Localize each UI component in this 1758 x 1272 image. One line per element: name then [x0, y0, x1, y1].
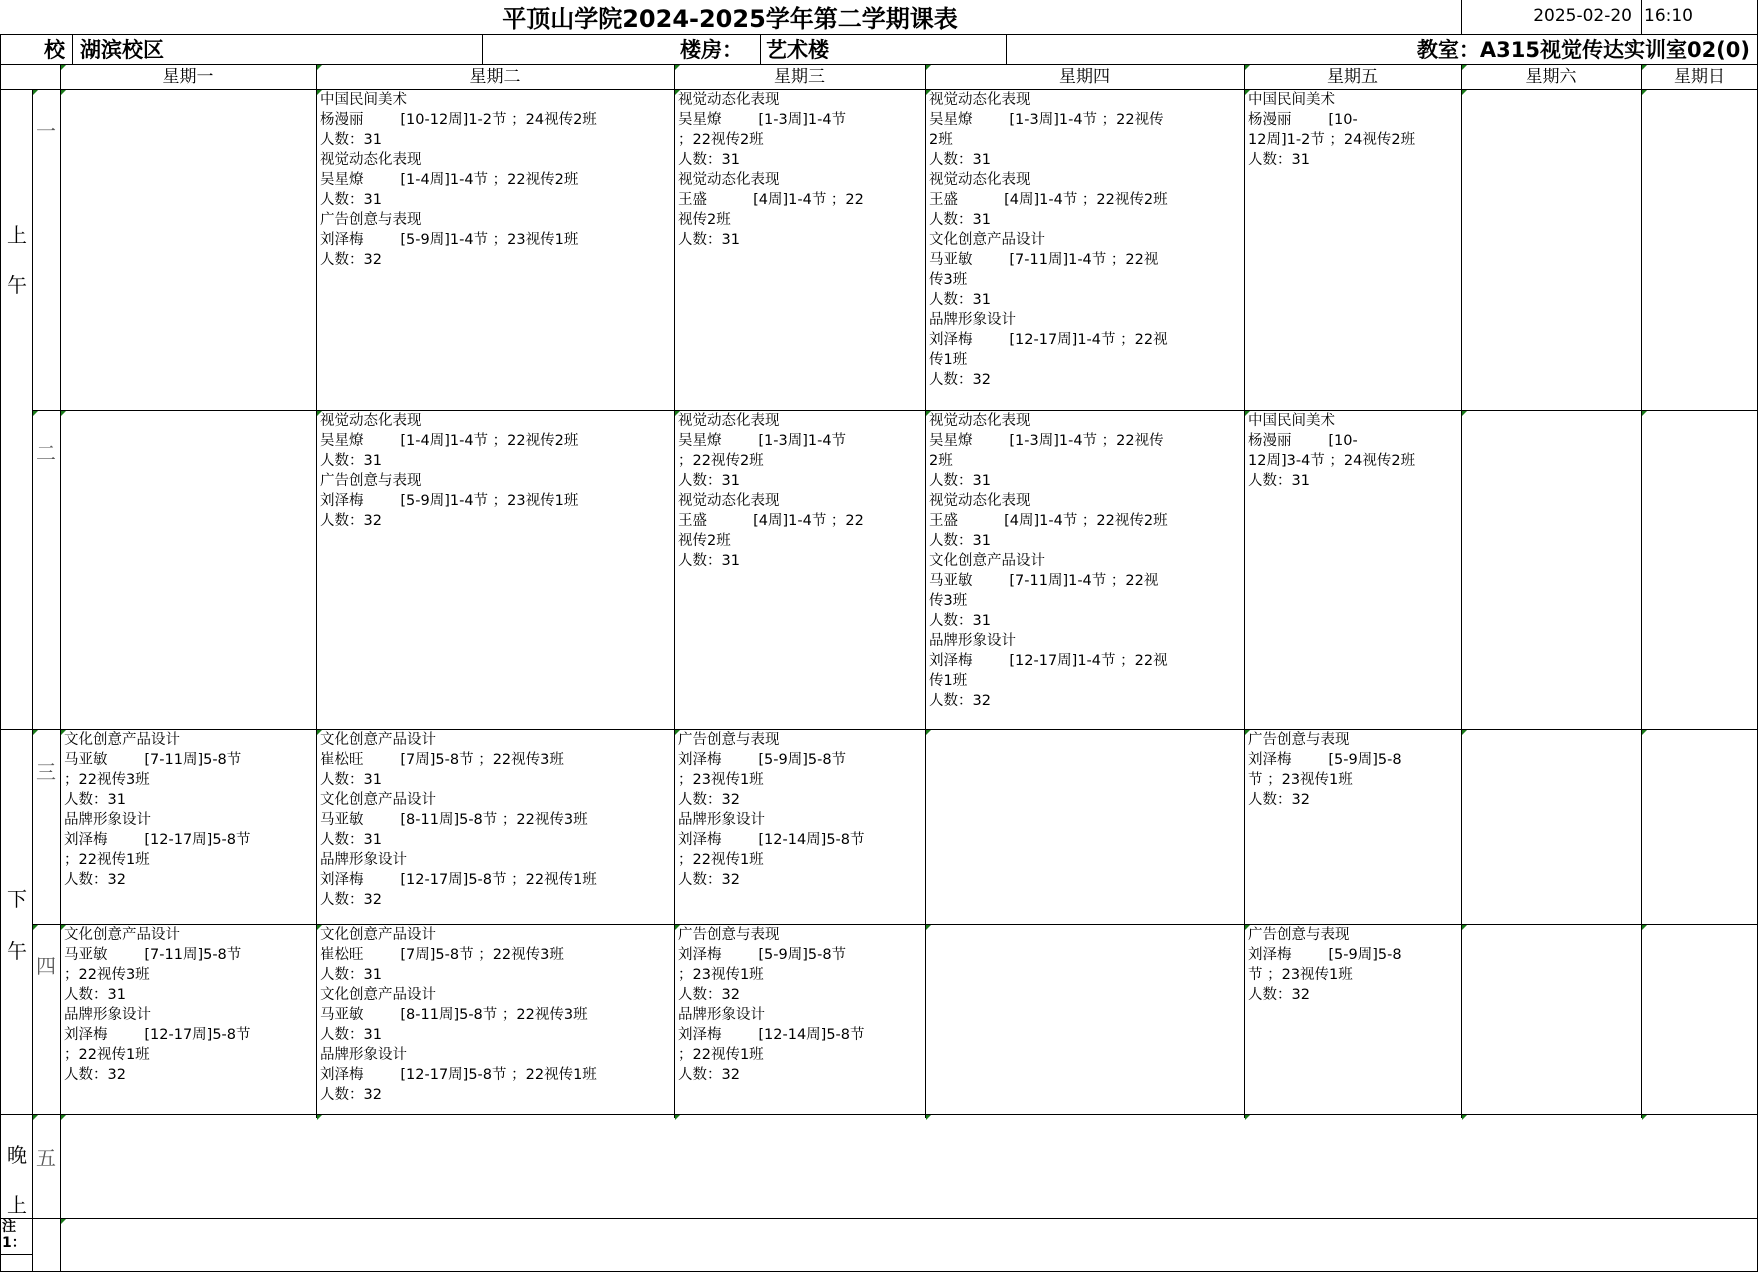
course-line: 中国民间美术 — [1248, 413, 1335, 429]
cell-corner-tick — [1245, 925, 1250, 930]
day-header-sat: 星期六 — [1525, 67, 1577, 87]
course-line: 人数：31 — [320, 453, 382, 469]
cell-corner-tick — [1462, 730, 1467, 735]
course-line: ；23视传1班 — [678, 772, 764, 788]
cell-corner-tick — [675, 925, 680, 930]
course-line: 人数：32 — [678, 792, 740, 808]
grid-vline — [60, 64, 61, 1272]
course-line: 人数：32 — [320, 1087, 382, 1103]
course-cell-slot3-wed — [674, 730, 925, 924]
course-cell-slot4-mon — [60, 925, 316, 1113]
campus-label: 校 — [44, 38, 65, 62]
cell-corner-tick — [1642, 730, 1647, 735]
course-cell-slot2-wed — [674, 411, 925, 729]
course-line: 品牌形象设计 — [678, 1007, 765, 1023]
course-line: 人数：32 — [678, 1067, 740, 1083]
cell-corner-tick — [926, 1115, 931, 1120]
course-line: 视传2班 — [678, 533, 731, 549]
cell-corner-tick — [926, 411, 931, 416]
course-line: 文化创意产品设计 — [929, 553, 1045, 569]
campus-value: 湖滨校区 — [80, 38, 164, 62]
cell-corner-tick — [33, 925, 38, 930]
course-line: 文化创意产品设计 — [929, 232, 1045, 248]
course-line: 刘泽梅 [5-9周]1-4节 ；23视传1班 — [320, 493, 579, 509]
period-label-afternoon-1: 下 — [7, 887, 27, 911]
cell-corner-tick — [61, 925, 66, 930]
cell-corner-tick — [1642, 925, 1647, 930]
course-line: ；22视传1班 — [64, 1047, 150, 1063]
course-cell-slot1-tue — [316, 90, 674, 410]
cell-corner-tick — [1462, 411, 1467, 416]
course-line: 人数：31 — [929, 533, 991, 549]
slot-number-5: 五 — [36, 1146, 56, 1170]
course-line: 人数：31 — [1248, 152, 1310, 168]
course-line: 吴星燎 [1-3周]1-4节 — [678, 112, 847, 128]
course-line: 人数：31 — [929, 473, 991, 489]
course-line: 品牌形象设计 — [929, 633, 1016, 649]
course-line: ；22视传1班 — [678, 852, 764, 868]
course-line: 广告创意与表现 — [1248, 732, 1350, 748]
cell-corner-tick — [61, 730, 66, 735]
course-line: 人数：32 — [320, 513, 382, 529]
day-header-wed: 星期三 — [774, 67, 825, 87]
cell-corner-tick — [1245, 65, 1250, 70]
note-label — [2, 1219, 30, 1251]
course-line: 人数：31 — [929, 613, 991, 629]
course-line: 传3班 — [929, 593, 968, 609]
cell-corner-tick — [1642, 65, 1647, 70]
course-line: 12周]1-2节 ；24视传2班 — [1248, 132, 1416, 148]
grid-hline — [0, 64, 1758, 65]
course-line: ；22视传1班 — [64, 852, 150, 868]
cell-corner-tick — [1245, 1115, 1250, 1120]
course-line: 杨漫丽 [10- — [1248, 112, 1358, 128]
cell-corner-tick — [317, 411, 322, 416]
cell-corner-tick — [1642, 1115, 1647, 1120]
grid-hline — [0, 1218, 1758, 1219]
course-line: 节 ；23视传1班 — [1248, 772, 1353, 788]
course-line: 广告创意与表现 — [678, 927, 780, 943]
course-line: 刘泽梅 [12-14周]5-8节 — [678, 1027, 865, 1043]
course-line: 吴星燎 [1-3周]1-4节 — [678, 433, 847, 449]
day-header-fri: 星期五 — [1327, 67, 1378, 87]
course-line: 马亚敏 [7-11周]5-8节 — [64, 947, 242, 963]
cell-corner-tick — [675, 730, 680, 735]
course-line: 吴星燎 [1-4周]1-4节 ；22视传2班 — [320, 433, 579, 449]
course-line: 王盛 [4周]1-4节 ；22 — [678, 513, 864, 529]
course-line: 视觉动态化表现 — [929, 493, 1031, 509]
course-line: 文化创意产品设计 — [320, 987, 436, 1003]
course-line: 人数：31 — [320, 1027, 382, 1043]
grid-vline — [1461, 64, 1462, 1118]
course-line: ；22视传2班 — [678, 132, 764, 148]
course-line: 王盛 [4周]1-4节 ；22视传2班 — [929, 513, 1168, 529]
course-line: 传1班 — [929, 352, 968, 368]
print-date: 2025-02-20 — [1533, 6, 1632, 26]
course-line: 品牌形象设计 — [64, 1007, 151, 1023]
period-label-morning-2: 午 — [7, 273, 27, 297]
course-line: 人数：32 — [929, 372, 991, 388]
course-line: 杨漫丽 [10- — [1248, 433, 1358, 449]
course-line: ；22视传3班 — [64, 772, 150, 788]
grid-vline — [1461, 0, 1462, 34]
course-line: 崔松旺 [7周]5-8节 ；22视传3班 — [320, 947, 564, 963]
course-line: 人数：32 — [320, 252, 382, 268]
course-line: 文化创意产品设计 — [320, 792, 436, 808]
slot-number-1: 一 — [36, 119, 56, 143]
day-header-sun: 星期日 — [1674, 67, 1725, 87]
course-line: 传3班 — [929, 272, 968, 288]
course-line: 人数：32 — [1248, 987, 1310, 1003]
course-line: 人数：32 — [678, 987, 740, 1003]
course-line: 王盛 [4周]1-4节 ；22 — [678, 192, 864, 208]
course-cell-slot1-wed — [674, 90, 925, 410]
course-line: 广告创意与表现 — [678, 732, 780, 748]
cell-corner-tick — [1462, 925, 1467, 930]
grid-hline — [0, 34, 1758, 35]
cell-corner-tick — [926, 730, 931, 735]
course-line: 刘泽梅 [12-17周]5-8节 — [64, 832, 251, 848]
course-line: 文化创意产品设计 — [320, 732, 436, 748]
course-line: 人数：31 — [929, 152, 991, 168]
course-line: 视觉动态化表现 — [320, 413, 422, 429]
cell-corner-tick — [1462, 1115, 1467, 1120]
grid-hline — [32, 410, 1758, 411]
grid-vline — [674, 64, 675, 1118]
grid-hline — [0, 89, 1758, 90]
cell-corner-tick — [675, 65, 680, 70]
course-line: 刘泽梅 [12-14周]5-8节 — [678, 832, 865, 848]
grid-vline — [482, 34, 483, 64]
cell-corner-tick — [33, 730, 38, 735]
course-cell-slot2-fri — [1244, 411, 1461, 729]
course-line: 视觉动态化表现 — [320, 152, 422, 168]
grid-vline — [0, 34, 1, 1272]
grid-vline — [1641, 64, 1642, 1118]
course-line: 人数：32 — [929, 693, 991, 709]
cell-corner-tick — [675, 1115, 680, 1120]
course-line: 马亚敏 [7-11周]5-8节 — [64, 752, 242, 768]
grid-hline — [0, 729, 1758, 730]
course-line: 人数：31 — [320, 772, 382, 788]
cell-corner-tick — [61, 90, 66, 95]
grid-vline — [316, 64, 317, 1118]
period-label-evening-1: 晚 — [7, 1143, 27, 1167]
course-line: 人数：32 — [678, 872, 740, 888]
course-line: 视觉动态化表现 — [929, 92, 1031, 108]
print-time: 16:10 — [1644, 6, 1693, 26]
course-line: 品牌形象设计 — [64, 812, 151, 828]
course-line: 马亚敏 [7-11周]1-4节 ；22视 — [929, 573, 1159, 589]
course-line: 王盛 [4周]1-4节 ；22视传2班 — [929, 192, 1168, 208]
course-line: 吴星燎 [1-4周]1-4节 ；22视传2班 — [320, 172, 579, 188]
course-line: 人数：31 — [64, 792, 126, 808]
course-line: 2班 — [929, 453, 953, 469]
classroom-value: 教室：A315视觉传达实训室02(0) — [1416, 38, 1750, 62]
grid-vline — [925, 64, 926, 1118]
course-line: 马亚敏 [8-11周]5-8节 ；22视传3班 — [320, 812, 588, 828]
course-line: 人数：31 — [1248, 473, 1310, 489]
cell-corner-tick — [33, 411, 38, 416]
course-line: 吴星燎 [1-3周]1-4节 ；22视传 — [929, 433, 1164, 449]
grid-hline — [0, 1114, 1758, 1115]
course-line: 崔松旺 [7周]5-8节 ；22视传3班 — [320, 752, 564, 768]
course-line: 人数：31 — [929, 212, 991, 228]
course-line: 品牌形象设计 — [320, 852, 407, 868]
day-header-mon: 星期一 — [162, 67, 214, 87]
course-line: 吴星燎 [1-3周]1-4节 ；22视传 — [929, 112, 1164, 128]
course-cell-slot3-tue — [316, 730, 674, 924]
course-line: 刘泽梅 [12-17周]5-8节 — [64, 1027, 251, 1043]
course-cell-slot3-fri — [1244, 730, 1461, 924]
course-line: ；22视传3班 — [64, 967, 150, 983]
course-line: 12周]3-4节 ；24视传2班 — [1248, 453, 1416, 469]
cell-corner-tick — [61, 411, 66, 416]
period-label-afternoon-2: 午 — [7, 939, 27, 963]
course-line: 人数：32 — [64, 872, 126, 888]
day-header-thu: 星期四 — [1059, 67, 1110, 87]
course-line: 文化创意产品设计 — [64, 732, 180, 748]
course-line: 人数：31 — [320, 967, 382, 983]
cell-corner-tick — [675, 411, 680, 416]
course-line: 视觉动态化表现 — [678, 413, 780, 429]
slot-number-2: 二 — [36, 441, 56, 465]
course-line: 人数：31 — [678, 152, 740, 168]
cell-corner-tick — [317, 925, 322, 930]
cell-corner-tick — [61, 1219, 66, 1224]
slot-number-4: 四 — [36, 954, 56, 978]
course-cell-slot3-mon — [60, 730, 316, 924]
course-line: 文化创意产品设计 — [64, 927, 180, 943]
course-line: 刘泽梅 [5-9周]5-8 — [1248, 752, 1402, 768]
slot-number-3: 三 — [36, 760, 56, 784]
building-label: 楼房： — [680, 38, 743, 62]
course-line: 马亚敏 [8-11周]5-8节 ；22视传3班 — [320, 1007, 588, 1023]
course-line: 人数：31 — [678, 232, 740, 248]
course-line: 杨漫丽 [10-12周]1-2节 ；24视传2班 — [320, 112, 597, 128]
cell-corner-tick — [61, 65, 66, 70]
course-line: ；22视传2班 — [678, 453, 764, 469]
grid-hline — [0, 1254, 32, 1255]
grid-vline — [72, 34, 73, 64]
course-line: 广告创意与表现 — [1248, 927, 1350, 943]
course-line: 马亚敏 [7-11周]1-4节 ；22视 — [929, 252, 1159, 268]
grid-vline — [1244, 64, 1245, 1118]
cell-corner-tick — [926, 925, 931, 930]
course-line: 刘泽梅 [5-9周]5-8节 — [678, 947, 847, 963]
course-cell-slot2-tue — [316, 411, 674, 729]
cell-corner-tick — [675, 90, 680, 95]
cell-corner-tick — [926, 90, 931, 95]
course-line: ；23视传1班 — [678, 967, 764, 983]
course-line: 人数：31 — [320, 132, 382, 148]
cell-corner-tick — [61, 1115, 66, 1120]
course-line: ；22视传1班 — [678, 1047, 764, 1063]
cell-corner-tick — [926, 65, 931, 70]
course-cell-slot2-thu — [925, 411, 1244, 729]
cell-corner-tick — [317, 1115, 322, 1120]
grid-hline — [32, 924, 1758, 925]
course-line: 刘泽梅 [12-17周]1-4节 ；22视 — [929, 653, 1168, 669]
course-line: 人数：32 — [64, 1067, 126, 1083]
grid-vline — [760, 34, 761, 64]
period-label-evening-2: 上 — [7, 1193, 27, 1217]
grid-vline — [32, 89, 33, 1272]
cell-corner-tick — [33, 90, 38, 95]
cell-corner-tick — [1462, 90, 1467, 95]
cell-corner-tick — [33, 1115, 38, 1120]
course-line: 广告创意与表现 — [320, 212, 422, 228]
day-header-tue: 星期二 — [469, 67, 521, 87]
grid-vline — [1641, 0, 1642, 34]
cell-corner-tick — [1245, 411, 1250, 416]
course-line: 刘泽梅 [5-9周]1-4节 ；23视传1班 — [320, 232, 579, 248]
cell-corner-tick — [1462, 65, 1467, 70]
course-line: 节 ；23视传1班 — [1248, 967, 1353, 983]
cell-corner-tick — [1245, 730, 1250, 735]
course-line: 视传2班 — [678, 212, 731, 228]
course-line: 刘泽梅 [5-9周]5-8节 — [678, 752, 847, 768]
course-line: 刘泽梅 [12-17周]5-8节 ；22视传1班 — [320, 872, 597, 888]
cell-corner-tick — [1642, 90, 1647, 95]
note-label-line-1: 注 — [2, 1219, 16, 1235]
course-line: 人数：31 — [64, 987, 126, 1003]
course-line: 广告创意与表现 — [320, 473, 422, 489]
period-label-morning-1: 上 — [7, 223, 27, 247]
grid-vline — [1006, 34, 1007, 64]
cell-corner-tick — [317, 730, 322, 735]
course-line: 2班 — [929, 132, 953, 148]
course-line: 品牌形象设计 — [320, 1047, 407, 1063]
course-line: 刘泽梅 [5-9周]5-8 — [1248, 947, 1402, 963]
course-line: 视觉动态化表现 — [678, 172, 780, 188]
course-cell-slot4-wed — [674, 925, 925, 1113]
course-line: 中国民间美术 — [320, 92, 407, 108]
course-line: 人数：31 — [678, 553, 740, 569]
course-line: 视觉动态化表现 — [929, 413, 1031, 429]
course-cell-slot4-fri — [1244, 925, 1461, 1113]
page-title: 平顶山学院2024-2025学年第二学期课表 — [502, 5, 958, 33]
course-line: 人数：32 — [320, 892, 382, 908]
course-line: 人数：32 — [1248, 792, 1310, 808]
course-line: 传1班 — [929, 673, 968, 689]
course-line: 刘泽梅 [12-17周]1-4节 ；22视 — [929, 332, 1168, 348]
course-line: 文化创意产品设计 — [320, 927, 436, 943]
building-value: 艺术楼 — [766, 38, 829, 62]
cell-corner-tick — [1245, 90, 1250, 95]
course-line: 刘泽梅 [12-17周]5-8节 ；22视传1班 — [320, 1067, 597, 1083]
course-cell-slot1-fri — [1244, 90, 1461, 410]
cell-corner-tick — [1642, 411, 1647, 416]
course-line: 视觉动态化表现 — [929, 172, 1031, 188]
cell-corner-tick — [317, 65, 322, 70]
course-line: 人数：31 — [929, 292, 991, 308]
note-label-line-2: 1： — [2, 1235, 26, 1251]
course-line: 视觉动态化表现 — [678, 493, 780, 509]
course-line: 人数：31 — [320, 832, 382, 848]
course-line: 视觉动态化表现 — [678, 92, 780, 108]
course-line: 中国民间美术 — [1248, 92, 1335, 108]
cell-corner-tick — [317, 90, 322, 95]
course-cell-slot4-tue — [316, 925, 674, 1113]
course-line: 品牌形象设计 — [678, 812, 765, 828]
course-line: 品牌形象设计 — [929, 312, 1016, 328]
course-line: 人数：31 — [678, 473, 740, 489]
course-line: 人数：31 — [320, 192, 382, 208]
course-cell-slot1-thu — [925, 90, 1244, 410]
